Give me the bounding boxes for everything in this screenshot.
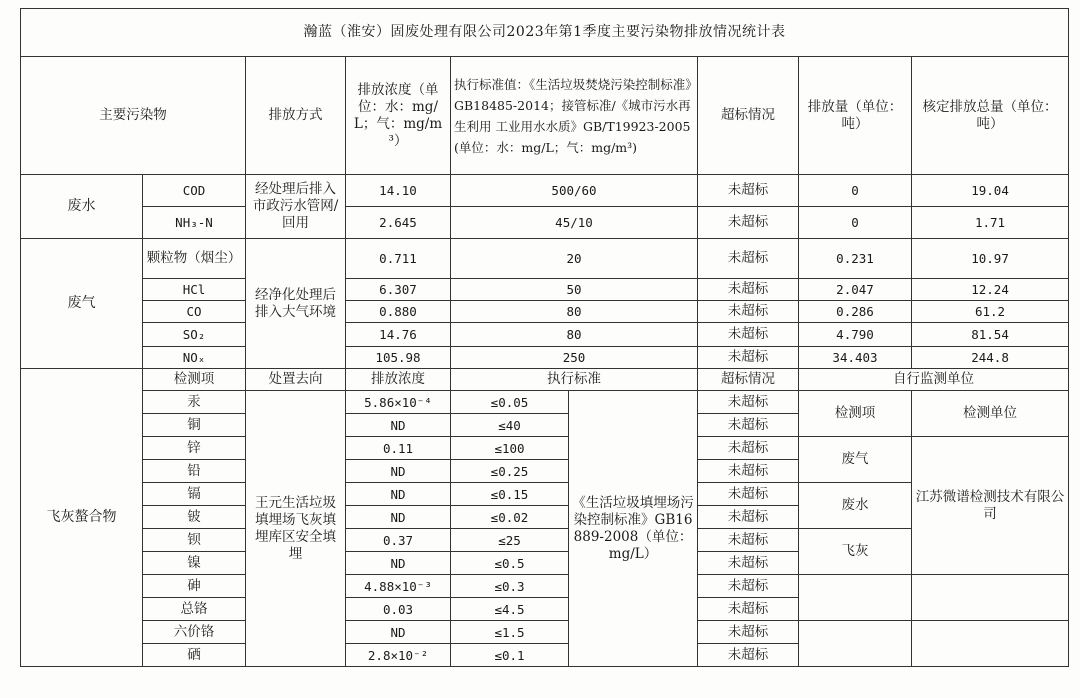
flyash-conc: 2.8×10⁻² xyxy=(346,644,451,667)
pollutant-item: NH₃-N xyxy=(143,207,246,239)
title-row xyxy=(21,9,1069,57)
wastewater-method: 经处理后排入市政污水管网/回用 xyxy=(246,175,346,239)
table-row xyxy=(21,529,1069,552)
standard-value: 80 xyxy=(451,301,698,323)
standard-value: 250 xyxy=(451,347,698,369)
table-row xyxy=(21,437,1069,460)
emission-amount: 2.047 xyxy=(799,279,912,301)
exceed-status: 未超标 xyxy=(698,207,799,239)
pollutant-item: 颗粒物（烟尘） xyxy=(143,239,246,279)
concentration-value: 2.645 xyxy=(346,207,451,239)
exceed-status: 未超标 xyxy=(698,644,799,667)
flyash-conc: ND xyxy=(346,483,451,506)
exceed-status: 未超标 xyxy=(698,598,799,621)
approved-amount: 61.2 xyxy=(912,301,1069,323)
header-exceed: 超标情况 xyxy=(698,57,799,175)
flyash-conc: ND xyxy=(346,460,451,483)
flyash-header-monitor: 自行监测单位 xyxy=(799,369,1069,391)
exceed-status: 未超标 xyxy=(698,414,799,437)
pollutant-item: COD xyxy=(143,175,246,207)
flyash-header-item: 检测项 xyxy=(143,369,246,391)
flyash-limit: ≤0.3 xyxy=(451,575,569,598)
table-row xyxy=(21,279,1069,301)
exceed-status: 未超标 xyxy=(698,506,799,529)
table-title: 瀚蓝（淮安）固废处理有限公司2023年第1季度主要污染物排放情况统计表 xyxy=(21,9,1069,57)
concentration-value: 6.307 xyxy=(346,279,451,301)
pollutant-item: NOₓ xyxy=(143,347,246,369)
exceed-status: 未超标 xyxy=(698,347,799,369)
wastewater-category: 废水 xyxy=(21,175,143,239)
flyash-header-exceed: 超标情况 xyxy=(698,369,799,391)
table-row xyxy=(21,483,1069,506)
exceed-status: 未超标 xyxy=(698,437,799,460)
emission-amount: 0.286 xyxy=(799,301,912,323)
monitor-empty-cell xyxy=(912,575,1069,621)
flyash-standard-name: 《生活垃圾填埋场污染控制标准》GB16889-2008（单位：mg/L） xyxy=(569,391,698,667)
flyash-item: 铜 xyxy=(143,414,246,437)
exhaust-method: 经净化处理后排入大气环境 xyxy=(246,239,346,369)
flyash-limit: ≤40 xyxy=(451,414,569,437)
flyash-limit: ≤25 xyxy=(451,529,569,552)
exceed-status: 未超标 xyxy=(698,575,799,598)
flyash-category: 飞灰螯合物 xyxy=(21,369,143,667)
exceed-status: 未超标 xyxy=(698,323,799,347)
emission-amount: 0.231 xyxy=(799,239,912,279)
table-row xyxy=(21,175,1069,207)
header-row xyxy=(21,57,1069,175)
standard-value: 50 xyxy=(451,279,698,301)
approved-amount: 244.8 xyxy=(912,347,1069,369)
monitor-header-unit: 检测单位 xyxy=(912,391,1069,437)
standard-value: 500/60 xyxy=(451,175,698,207)
flyash-conc: 0.37 xyxy=(346,529,451,552)
table-row xyxy=(21,391,1069,414)
monitor-empty-cell xyxy=(799,575,912,621)
flyash-limit: ≤0.02 xyxy=(451,506,569,529)
approved-amount: 10.97 xyxy=(912,239,1069,279)
flyash-item: 钡 xyxy=(143,529,246,552)
header-pollutant: 主要污染物 xyxy=(21,57,246,175)
approved-amount: 12.24 xyxy=(912,279,1069,301)
standard-value: 80 xyxy=(451,323,698,347)
header-amount: 排放量（单位：吨） xyxy=(799,57,912,175)
exceed-status: 未超标 xyxy=(698,621,799,644)
flyash-limit: ≤100 xyxy=(451,437,569,460)
table-row xyxy=(21,347,1069,369)
flyash-item: 镍 xyxy=(143,552,246,575)
concentration-value: 105.98 xyxy=(346,347,451,369)
approved-amount: 81.54 xyxy=(912,323,1069,347)
pollutant-item: HCl xyxy=(143,279,246,301)
flyash-item: 硒 xyxy=(143,644,246,667)
flyash-conc: ND xyxy=(346,621,451,644)
flyash-limit: ≤0.25 xyxy=(451,460,569,483)
flyash-item: 铅 xyxy=(143,460,246,483)
flyash-limit: ≤1.5 xyxy=(451,621,569,644)
header-standard: 执行标准值：《生活垃圾焚烧污染控制标准》GB18485-2014；接管标准/《城市污水再生利用 工业用水水质》GB/T19923-2005(单位：水：mg/L；气：mg/m³) xyxy=(451,57,698,175)
table-row xyxy=(21,323,1069,347)
approved-amount: 1.71 xyxy=(912,207,1069,239)
flyash-item: 总铬 xyxy=(143,598,246,621)
flyash-item: 六价铬 xyxy=(143,621,246,644)
pollutant-item: SO₂ xyxy=(143,323,246,347)
flyash-header-conc: 排放浓度 xyxy=(346,369,451,391)
standard-value: 45/10 xyxy=(451,207,698,239)
flyash-item: 汞 xyxy=(143,391,246,414)
exceed-status: 未超标 xyxy=(698,529,799,552)
exceed-status: 未超标 xyxy=(698,552,799,575)
monitor-empty-cell xyxy=(912,621,1069,667)
flyash-limit: ≤4.5 xyxy=(451,598,569,621)
header-concentration: 排放浓度（单位：水：mg/L；气：mg/m³） xyxy=(346,57,451,175)
flyash-item: 铍 xyxy=(143,506,246,529)
emission-amount: 0 xyxy=(799,207,912,239)
concentration-value: 14.10 xyxy=(346,175,451,207)
flyash-limit: ≤0.1 xyxy=(451,644,569,667)
flyash-conc: 4.88×10⁻³ xyxy=(346,575,451,598)
exceed-status: 未超标 xyxy=(698,460,799,483)
flyash-header-std: 执行标准 xyxy=(451,369,698,391)
table-row xyxy=(21,239,1069,279)
flyash-conc: 5.86×10⁻⁴ xyxy=(346,391,451,414)
table-row xyxy=(21,621,1069,644)
exceed-status: 未超标 xyxy=(698,175,799,207)
monitor-item: 废气 xyxy=(799,437,912,483)
concentration-value: 0.880 xyxy=(346,301,451,323)
flyash-header-disposal: 处置去向 xyxy=(246,369,346,391)
exceed-status: 未超标 xyxy=(698,483,799,506)
standard-value: 20 xyxy=(451,239,698,279)
exceed-status: 未超标 xyxy=(698,279,799,301)
monitor-item: 废水 xyxy=(799,483,912,529)
table-row xyxy=(21,575,1069,598)
header-method: 排放方式 xyxy=(246,57,346,175)
approved-amount: 19.04 xyxy=(912,175,1069,207)
header-approved: 核定排放总量（单位：吨） xyxy=(912,57,1069,175)
concentration-value: 0.711 xyxy=(346,239,451,279)
monitor-header-item: 检测项 xyxy=(799,391,912,437)
concentration-value: 14.76 xyxy=(346,323,451,347)
flyash-conc: ND xyxy=(346,414,451,437)
emission-amount: 0 xyxy=(799,175,912,207)
flyash-conc: 0.11 xyxy=(346,437,451,460)
flyash-conc: 0.03 xyxy=(346,598,451,621)
monitor-unit: 江苏微谱检测技术有限公司 xyxy=(912,437,1069,575)
pollutant-item: CO xyxy=(143,301,246,323)
flyash-disposal: 王元生活垃圾填埋场飞灰填埋库区安全填埋 xyxy=(246,391,346,667)
exceed-status: 未超标 xyxy=(698,391,799,414)
table-row xyxy=(21,301,1069,323)
flyash-limit: ≤0.15 xyxy=(451,483,569,506)
emission-amount: 4.790 xyxy=(799,323,912,347)
exhaust-category: 废气 xyxy=(21,239,143,369)
emission-statistics-table xyxy=(20,8,1069,667)
exceed-status: 未超标 xyxy=(698,301,799,323)
flyash-conc: ND xyxy=(346,506,451,529)
emission-amount: 34.403 xyxy=(799,347,912,369)
monitor-item: 飞灰 xyxy=(799,529,912,575)
flyash-limit: ≤0.05 xyxy=(451,391,569,414)
monitor-empty-cell xyxy=(799,621,912,667)
exceed-status: 未超标 xyxy=(698,239,799,279)
flyash-item: 锌 xyxy=(143,437,246,460)
flyash-conc: ND xyxy=(346,552,451,575)
flyash-item: 镉 xyxy=(143,483,246,506)
table-row xyxy=(21,207,1069,239)
flyash-item: 砷 xyxy=(143,575,246,598)
flyash-limit: ≤0.5 xyxy=(451,552,569,575)
flyash-header-row xyxy=(21,369,1069,391)
